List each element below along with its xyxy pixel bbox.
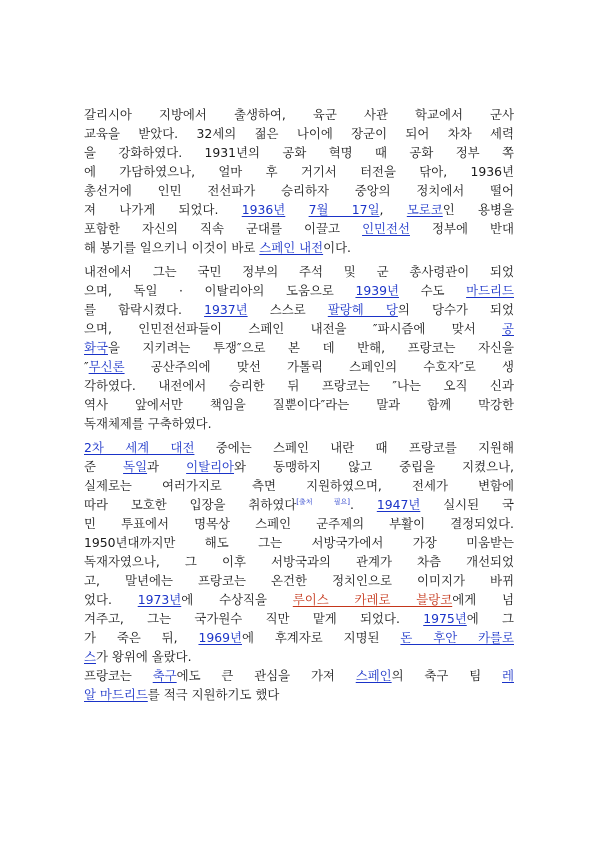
wiki-link[interactable]: 스페인 내전 — [259, 240, 324, 255]
wiki-link[interactable]: 1973년 — [137, 592, 182, 607]
text-line — [84, 476, 514, 495]
text-line — [84, 219, 514, 238]
red-link[interactable]: 루이스 카레로 블랑코 — [292, 592, 453, 607]
wiki-link[interactable]: 1975년 — [423, 611, 467, 626]
text-run: 가 왕위에 올랐다. — [95, 649, 192, 664]
wiki-link[interactable]: 1936년 — [241, 202, 286, 217]
text-line — [84, 105, 514, 124]
text-run: 가 죽은 뒤, — [84, 630, 199, 645]
text-run: . — [349, 497, 377, 512]
text-line — [84, 357, 514, 376]
text-line — [84, 666, 514, 685]
text-run: 에 수상직을 — [181, 592, 293, 607]
text-run: 을 강화하였다. 1931년의 공화 혁명 때 공화 정부 쪽 — [84, 145, 514, 160]
text-run: 실시된 국 — [420, 497, 514, 512]
paragraph-early-career — [84, 105, 514, 257]
wiki-link[interactable]: 축구 — [152, 668, 177, 683]
text-run: 와 동맹하지 않고 중립을 지켰으나, — [234, 459, 514, 474]
text-run: 교육을 받았다. 32세의 젊은 나이에 장군이 되어 차차 세력 — [84, 126, 514, 141]
text-run: 스스로 — [247, 302, 328, 317]
text-run: 총선거에 인민 전선파가 승리하자 중앙의 정치에서 떨어 — [84, 183, 514, 198]
text-run — [285, 202, 308, 217]
text-run: 따라 모호한 입장을 취하였다 — [84, 497, 297, 512]
text-line — [84, 162, 514, 181]
wiki-link[interactable]: 스페인 — [355, 668, 392, 683]
text-run: 의 축구 팀 — [391, 668, 502, 683]
text-run: 프랑코는 — [84, 668, 153, 683]
paragraph-world-war-ii — [84, 438, 514, 666]
text-line — [84, 338, 514, 357]
text-run: 포함한 자신의 직속 군대를 이끌고 — [84, 221, 363, 236]
text-run: ″ — [84, 359, 89, 374]
text-line — [84, 262, 514, 281]
text-run: 에 그 — [466, 611, 514, 626]
text-line — [84, 376, 514, 395]
text-run: 에도 큰 관심을 가져 — [176, 668, 356, 683]
text-run: , — [379, 202, 407, 217]
text-run: 수도 — [398, 283, 467, 298]
wiki-link[interactable]: 무신론 — [88, 359, 125, 374]
wiki-link[interactable]: 이탈리아 — [186, 459, 235, 474]
text-run: 에 가담하였으나, 얼마 후 거기서 터전을 닦아, 1936년 — [84, 164, 514, 179]
text-line — [84, 685, 514, 704]
text-run: 공산주의에 맞선 가톨릭 스페인의 수호자″로 생 — [124, 359, 514, 374]
wiki-link[interactable]: 2차 세계 대전 — [84, 440, 195, 455]
text-run: 해 봉기를 일으키니 이것이 바로 — [84, 240, 260, 255]
text-run: 독재체제를 구축하였다. — [84, 416, 212, 431]
wiki-link[interactable]: 7월 17일 — [308, 202, 380, 217]
wiki-link[interactable]: 1939년 — [355, 283, 399, 298]
text-line — [84, 124, 514, 143]
text-line — [84, 438, 514, 457]
text-line — [84, 533, 514, 552]
text-line — [84, 300, 514, 319]
text-run: 중에는 스페인 내란 때 프랑코를 지원해 — [194, 440, 514, 455]
citation-needed-link[interactable]: [출처 필요] — [296, 498, 350, 506]
text-run: 에 후계자로 지명된 — [241, 630, 401, 645]
text-run: 과 — [147, 459, 187, 474]
text-line — [84, 457, 514, 476]
text-line — [84, 552, 514, 571]
text-run: 이다. — [323, 240, 351, 255]
paragraph-football — [84, 666, 514, 704]
text-line — [84, 590, 514, 609]
text-line — [84, 181, 514, 200]
text-run: 으며, 인민전선파들이 스페인 내전을 ″파시즘에 맞서 — [84, 321, 503, 336]
text-run: 각하였다. 내전에서 승리한 뒤 프랑코는 ″나는 오직 신과 — [84, 378, 514, 393]
text-run: 으며, 독일 · 이탈리아의 도움으로 — [84, 283, 356, 298]
wiki-link[interactable]: 모로코 — [406, 202, 443, 217]
wiki-link[interactable]: 알 마드리드 — [84, 687, 148, 702]
wiki-link[interactable]: 마드리드 — [466, 283, 514, 298]
text-run: 정부에 반대 — [409, 221, 514, 236]
text-line — [84, 238, 514, 257]
wiki-link[interactable]: 1947년 — [376, 497, 421, 512]
wiki-link[interactable]: 팔랑헤 당 — [327, 302, 398, 317]
wiki-link[interactable]: 독일 — [123, 459, 148, 474]
text-line — [84, 143, 514, 162]
text-line — [84, 647, 514, 666]
text-run: 준 — [84, 459, 124, 474]
text-run: 민 투표에서 명목상 스페인 군주제의 부활이 결정되었다. — [84, 516, 514, 531]
text-run: 를 함락시켰다. — [84, 302, 205, 317]
wiki-link[interactable]: 인민전선 — [362, 221, 410, 236]
text-run: 고, 말년에는 프랑코는 온건한 정치인으로 이미지가 바뀌 — [84, 573, 514, 588]
text-line — [84, 571, 514, 590]
wiki-link[interactable]: 화국 — [84, 340, 108, 355]
text-run: 역사 앞에서만 책임을 질뿐이다″라는 말과 함께 막강한 — [84, 397, 514, 412]
wiki-link[interactable]: 1937년 — [204, 302, 248, 317]
text-run: 겨주고, 그는 국가원수 직만 맡게 되었다. — [84, 611, 424, 626]
text-run: 실제로는 여러가지로 측면 지원하였으며, 전세가 변함에 — [84, 478, 514, 493]
text-line — [84, 414, 514, 433]
text-line — [84, 319, 514, 338]
text-run: 갈리시아 지방에서 출생하여, 육군 사관 학교에서 군사 — [84, 107, 514, 122]
wiki-link[interactable]: 레 — [502, 668, 514, 683]
wiki-link[interactable]: 공 — [502, 321, 514, 336]
text-run: 져 나가게 되었다. — [84, 202, 242, 217]
text-line — [84, 395, 514, 414]
text-line — [84, 514, 514, 533]
text-line — [84, 495, 514, 514]
text-run: 를 적극 지원하기도 했다 — [147, 687, 280, 702]
text-run: 인 용병을 — [442, 202, 514, 217]
paragraph-civil-war — [84, 262, 514, 433]
text-run: 내전에서 그는 국민 정부의 주석 및 군 총사령관이 되었 — [84, 264, 514, 279]
text-line — [84, 609, 514, 628]
text-run: 에게 넘 — [452, 592, 514, 607]
wiki-link[interactable]: 돈 후안 카를로 — [400, 630, 514, 645]
text-line — [84, 200, 514, 219]
text-run: 을 지키려는 투쟁″으로 본 데 반해, 프랑코는 자신을 — [107, 340, 514, 355]
text-line — [84, 281, 514, 300]
text-run: 의 당수가 되었 — [397, 302, 514, 317]
text-run: 독재자였으나, 그 이후 서방국과의 관계가 차츰 개선되었 — [84, 554, 514, 569]
wiki-link[interactable]: 스 — [84, 649, 96, 664]
text-run: 었다. — [84, 592, 138, 607]
text-line — [84, 628, 514, 647]
wiki-link[interactable]: 1969년 — [198, 630, 242, 645]
text-run: 1950년대까지만 해도 그는 서방국가에서 가장 미움받는 — [84, 535, 514, 550]
